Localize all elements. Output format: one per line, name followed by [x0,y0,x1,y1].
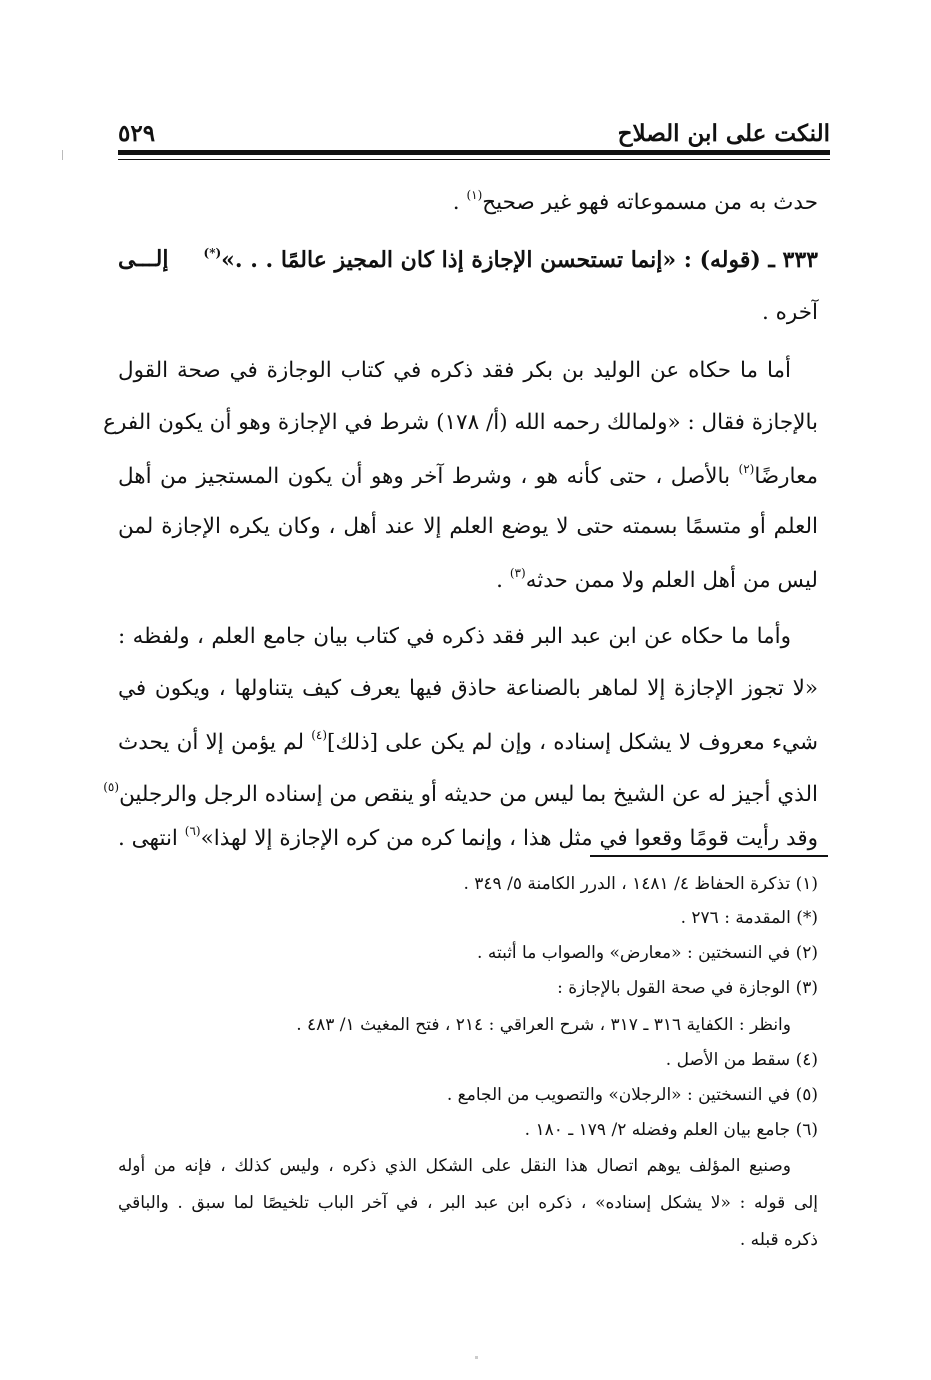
entry-heading-continuation: إلـــى [118,246,169,272]
paragraph-1-line-1: أما ما حكاه عن الوليد بن بكر فقد ذكره في كتاب الوجازة في صحة القول [118,358,791,383]
footnote-1: (١) تذكرة الحفاظ ٤/ ١٤٨١ ، الدرر الكامنة ٥/ ٣٤٩ . [463,874,818,894]
footnote-ref-6: (٦) [184,824,201,838]
footnote-3-continuation: وانظر : الكفاية ٣١٦ ـ ٣١٧ ، شرح العراقي : ٢١٤ ، فتح المغيث ١/ ٤٨٣ . [296,1015,791,1035]
body-line-1: حدث به من مسموعاته فهو غير صحيح$^{(١)}$ . [452,188,818,215]
entry-heading: ٣٣٣ ـ (قوله) : «إنما تستحسن الإجازة إذا كان المجيز عالمًا . . .»(*) [203,246,818,273]
paragraph-1-line-4: العلم أو متسمًا بسمته حتى لا يوضع العلم إلا عند أهل ، وكان يكره الإجازة لمن [118,514,818,539]
footnote-ref-5: (٥) [103,780,120,794]
footnote-3: (٣) الوجازة في صحة القول بالإجازة : [557,978,818,998]
paragraph-2-line-4: الذي أجيز له عن الشيخ بما ليس من حديثه أو ينقص من إسناده الرجل والرجلين$^{(٥)}$ [103,780,818,807]
footnote-ref-1: (١) [466,188,483,202]
paragraph-2-line-1: وأما ما حكاه عن ابن عبد البر فقد ذكره في كتاب بيان جامع العلم ، ولفظه : [118,624,791,649]
footnote-2: (٢) في النسختين : «معارض» والصواب ما أثبته . [477,943,818,963]
running-title: النكت على ابن الصلاح [617,120,830,147]
footnote-ref-3: (٣) [509,566,526,580]
paragraph-2-line-2: «لا تجوز الإجازة إلا لماهر بالصناعة حاذق فيها يعرف كيف يتناولها ، ويكون في [118,676,818,701]
scan-speck [475,1356,478,1359]
header-rule-thick [118,150,830,155]
footnote-5: (٥) في النسختين : «الرجلان» والتصويب من الجامع . [446,1085,818,1105]
paragraph-1-line-3: معارضًا$^{(٢)}$ بالأصل ، حتى كأنه هو ، وشرط آخر وهو أن يكون المستجيز من أهل [118,462,818,489]
page-header [118,112,830,152]
footnote-6-comment-line-2: إلى قوله : «لا يشكل إسناده» ، ذكره ابن عبد البر ، في آخر الباب تلخيصًا لما سبق . والباقي [118,1193,818,1213]
paragraph-2-line-5: وقد رأيت قومًا وقعوا في مثل هذا ، وإنما كره من كره الإجازة إلا لهذا»$^{(٦)}$ انتهى . [117,824,818,851]
paragraph-1-line-5: ليس من أهل العلم ولا ممن حدثه$^{(٣)}$ . [496,566,818,593]
scan-margin-mark [62,150,63,160]
footnote-ref-4: (٤) [311,728,328,742]
footnote-6-comment-line-1: وصنيع المؤلف يوهم اتصال هذا النقل على الشكل الذي ذكره ، وليس كذلك ، فإنه من أوله [118,1156,791,1176]
footnote-ref-star: (*) [203,246,222,260]
footnote-6-comment-line-3: ذكره قبله . [739,1230,818,1250]
header-rule-thin [118,159,830,160]
footnote-6: (٦) جامع بيان العلم وفضله ٢/ ١٧٩ ـ ١٨٠ . [524,1120,818,1140]
footnote-ref-2: (٢) [738,462,755,476]
footnote-separator [590,855,828,857]
footnote-4: (٤) سقط من الأصل . [665,1050,818,1070]
paragraph-2-line-3: شيء معروف لا يشكل إسناده ، وإن لم يكن على [ذلك]$^{(٤)}$ لم يؤمن إلا أن يحدث [118,728,818,755]
body-line-3: آخره . [761,300,818,325]
footnote-star: (*) المقدمة : ٢٧٦ . [680,908,818,928]
page-number: ٥٢٩ [118,120,156,147]
paragraph-1-line-2: بالإجازة فقال : «ولمالك رحمه الله (أ/ ١٧٨) شرط في الإجازة وهو أن يكون الفرع [103,410,818,435]
